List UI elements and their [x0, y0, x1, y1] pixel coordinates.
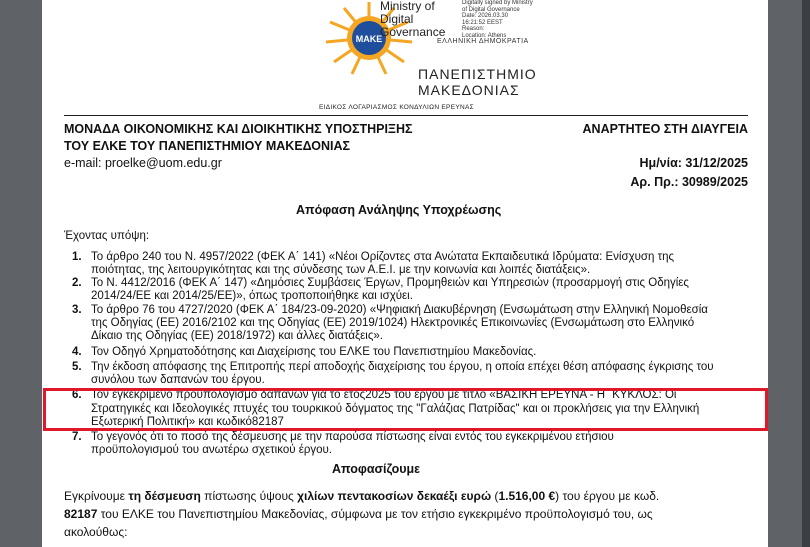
document-page	[42, 0, 768, 547]
header-divider	[64, 115, 748, 116]
sig-line: Governance	[380, 25, 446, 39]
highlight-box	[43, 388, 768, 431]
sig-line: Digital	[380, 12, 414, 26]
text-span: ) του έργου με κωδ.	[555, 489, 660, 503]
sig-detail: Digitally signed by Ministry	[462, 0, 533, 6]
sig-line: Ministry of	[380, 0, 435, 13]
item-line: της Οδηγίας (ΕΕ) 2016/2102 και της Οδηγίας (ΕΕ) 2019/1024) Ηλεκτρονικές Επικοινωνίες (Ενσωμάτωση στο Ελληνικό	[91, 317, 695, 329]
project-code: 82187	[64, 507, 98, 521]
text-span: χιλίων πεντακοσίων δεκαέξι ευρώ	[297, 489, 492, 503]
unit-line2: ΤΟΥ ΕΛΚΕ ΤΟΥ ΠΑΝΕΠΙΣΤΗΜΙΟΥ ΜΑΚΕΔΟΝΙΑΣ	[64, 139, 351, 153]
protocol-number: Αρ. Πρ.: 30989/2025	[630, 175, 748, 189]
item-line: Το γεγονός ότι το ποσό της δέσμευσης με την παρούσα πίστωσης είναι εντός του εγκεκριμένου ετήσιου	[91, 431, 614, 443]
item-number: 4.	[72, 346, 82, 358]
text-span: (	[491, 489, 499, 503]
item-number: 5.	[72, 361, 82, 373]
item-line: Το Ν. 4412/2016 (ΦΕΚ Α΄ 147) «Δημόσιες Συμβάσεις Έργων, Προμηθειών και Υπηρεσιών (προσαρμογή στις Οδηγίες	[91, 277, 689, 289]
item-line: ποιότητας, της λειτουργικότητας και της σύνδεσης των Α.Ε.Ι. με την κοινωνία και λοιπές διατάξεις».	[91, 264, 591, 276]
item-number: 3.	[72, 304, 82, 316]
item-line: 2014/24/ΕΕ και 2014/25/ΕΕ)», όπως τροποποιήθηκε και ισχύει.	[91, 290, 413, 302]
item-line: Τον εγκεκριμένο προϋπολογισμό δαπανών για το έτος2025 του έργου με τίτλο «ΒΑΣΙΚΗ ΕΡΕΥΝΑ - Η΄ ΚΥΚΛΟΣ: Οι	[91, 389, 677, 401]
text-span: πίστωσης ύψους	[200, 489, 298, 503]
signature-ministry	[380, 0, 445, 39]
item-number: 1.	[72, 251, 82, 263]
item-line: προϋπολογισμού του ανωτέρω σχετικού έργου.	[91, 444, 332, 456]
sig-detail: Location: Athens	[462, 32, 507, 39]
item-number: 2.	[72, 277, 82, 289]
sig-detail: Date: 2026.03.30	[462, 13, 509, 20]
email: e-mail: proelke@uom.edu.gr	[64, 156, 222, 170]
approval-line3: ακολούθως:	[64, 525, 128, 539]
item-line: Το άρθρο 76 του 4727/2020 (ΦΕΚ Α΄ 184/23-09-2020) «Ψηφιακή Διακυβέρνηση (Ενσωμάτωση στην Ελληνική Νομοθεσία	[91, 304, 708, 316]
approval-line1	[64, 489, 659, 503]
text-span: του ΕΛΚΕ του Πανεπιστημίου Μακεδονίας, σύμφωνα με τον ετήσιο εγκεκριμένο προϋπολογισμό του, ως	[97, 507, 653, 521]
sig-detail: Reason:	[462, 26, 485, 33]
unit-line1: ΜΟΝΑΔΑ ΟΙΚΟΝΟΜΙΚΗΣ ΚΑΙ ΔΙΟΙΚΗΤΙΚΗΣ ΥΠΟΣΤΗΡΙΞΗΣ	[64, 122, 413, 136]
doc-date: Ημ/νία: 31/12/2025	[639, 156, 748, 170]
text-span: Εγκρίνουμε	[64, 489, 129, 503]
university-name-line2: ΜΑΚΕΔΟΝΙΑΣ	[418, 82, 520, 98]
document-title: Απόφαση Ανάληψης Υποχρέωσης	[296, 203, 502, 217]
item-line: Δίκαιο της Οδηγίας (ΕΕ) 2018/1972) και άλλες διατάξεις».	[91, 330, 383, 342]
scrollbar-track[interactable]	[802, 0, 810, 547]
amount: 1.516,00 €	[498, 489, 556, 503]
considering-label: Έχοντας υπόψη:	[64, 230, 150, 242]
item-number: 6.	[72, 389, 82, 401]
item-line: Τον Οδηγό Χρηματοδότησης και Διαχείρισης του ΕΛΚΕ του Πανεπιστημίου Μακεδονίας.	[91, 346, 537, 358]
item-line: Εξωτερική Πολιτική» και κωδικό82187	[91, 416, 284, 428]
university-name-line1: ΠΑΝΕΠΙΣΤΗΜΙΟ	[418, 66, 537, 82]
approval-line2	[64, 507, 653, 521]
decision-heading: Αποφασίζουμε	[332, 462, 421, 476]
svg-text:ΜΑΚΕ: ΜΑΚΕ	[355, 34, 383, 44]
special-account: ΕΙΔΙΚΟΣ ΛΟΓΑΡΙΑΣΜΟΣ ΚΟΝΔΥΛΙΩΝ ΕΡΕΥΝΑΣ	[319, 104, 474, 111]
signature-details	[462, 0, 533, 40]
item-line: Το άρθρο 240 του Ν. 4957/2022 (ΦΕΚ Α΄ 141) «Νέοι Ορίζοντες στα Ανώτατα Εκπαιδευτικά Ιδρύματα: Ενίσχυση της	[91, 251, 675, 263]
signature-gr: ΕΛΛΗΝΙΚΗ ΔΗΜΟΚΡΑΤΙΑ	[437, 38, 529, 45]
sig-detail: 16:21:52 EEST	[462, 19, 503, 26]
item-number: 7.	[72, 431, 82, 443]
item-line: Στρατηγικές και Ιδεολογικές πτυχές του τουρκικού δόγματος της "Γαλάζιας Πατρίδας" και οι προκλήσεις για την Ελληνική	[91, 403, 700, 415]
sig-detail: of Digital Governance	[462, 6, 520, 13]
text-span: τη δέσμευση	[128, 489, 201, 503]
posted-label: ΑΝΑΡΤΗΤΕΟ ΣΤΗ ΔΙΑΥΓΕΙΑ	[582, 122, 748, 136]
item-line: συνόλου των δαπανών του έργου.	[91, 374, 265, 386]
item-line: Την έκδοση απόφασης της Επιτροπής περί αποδοχής διαχείρισης του έργου, η οποία επέχει θέση απόφασης έγκρισης του	[91, 361, 714, 373]
